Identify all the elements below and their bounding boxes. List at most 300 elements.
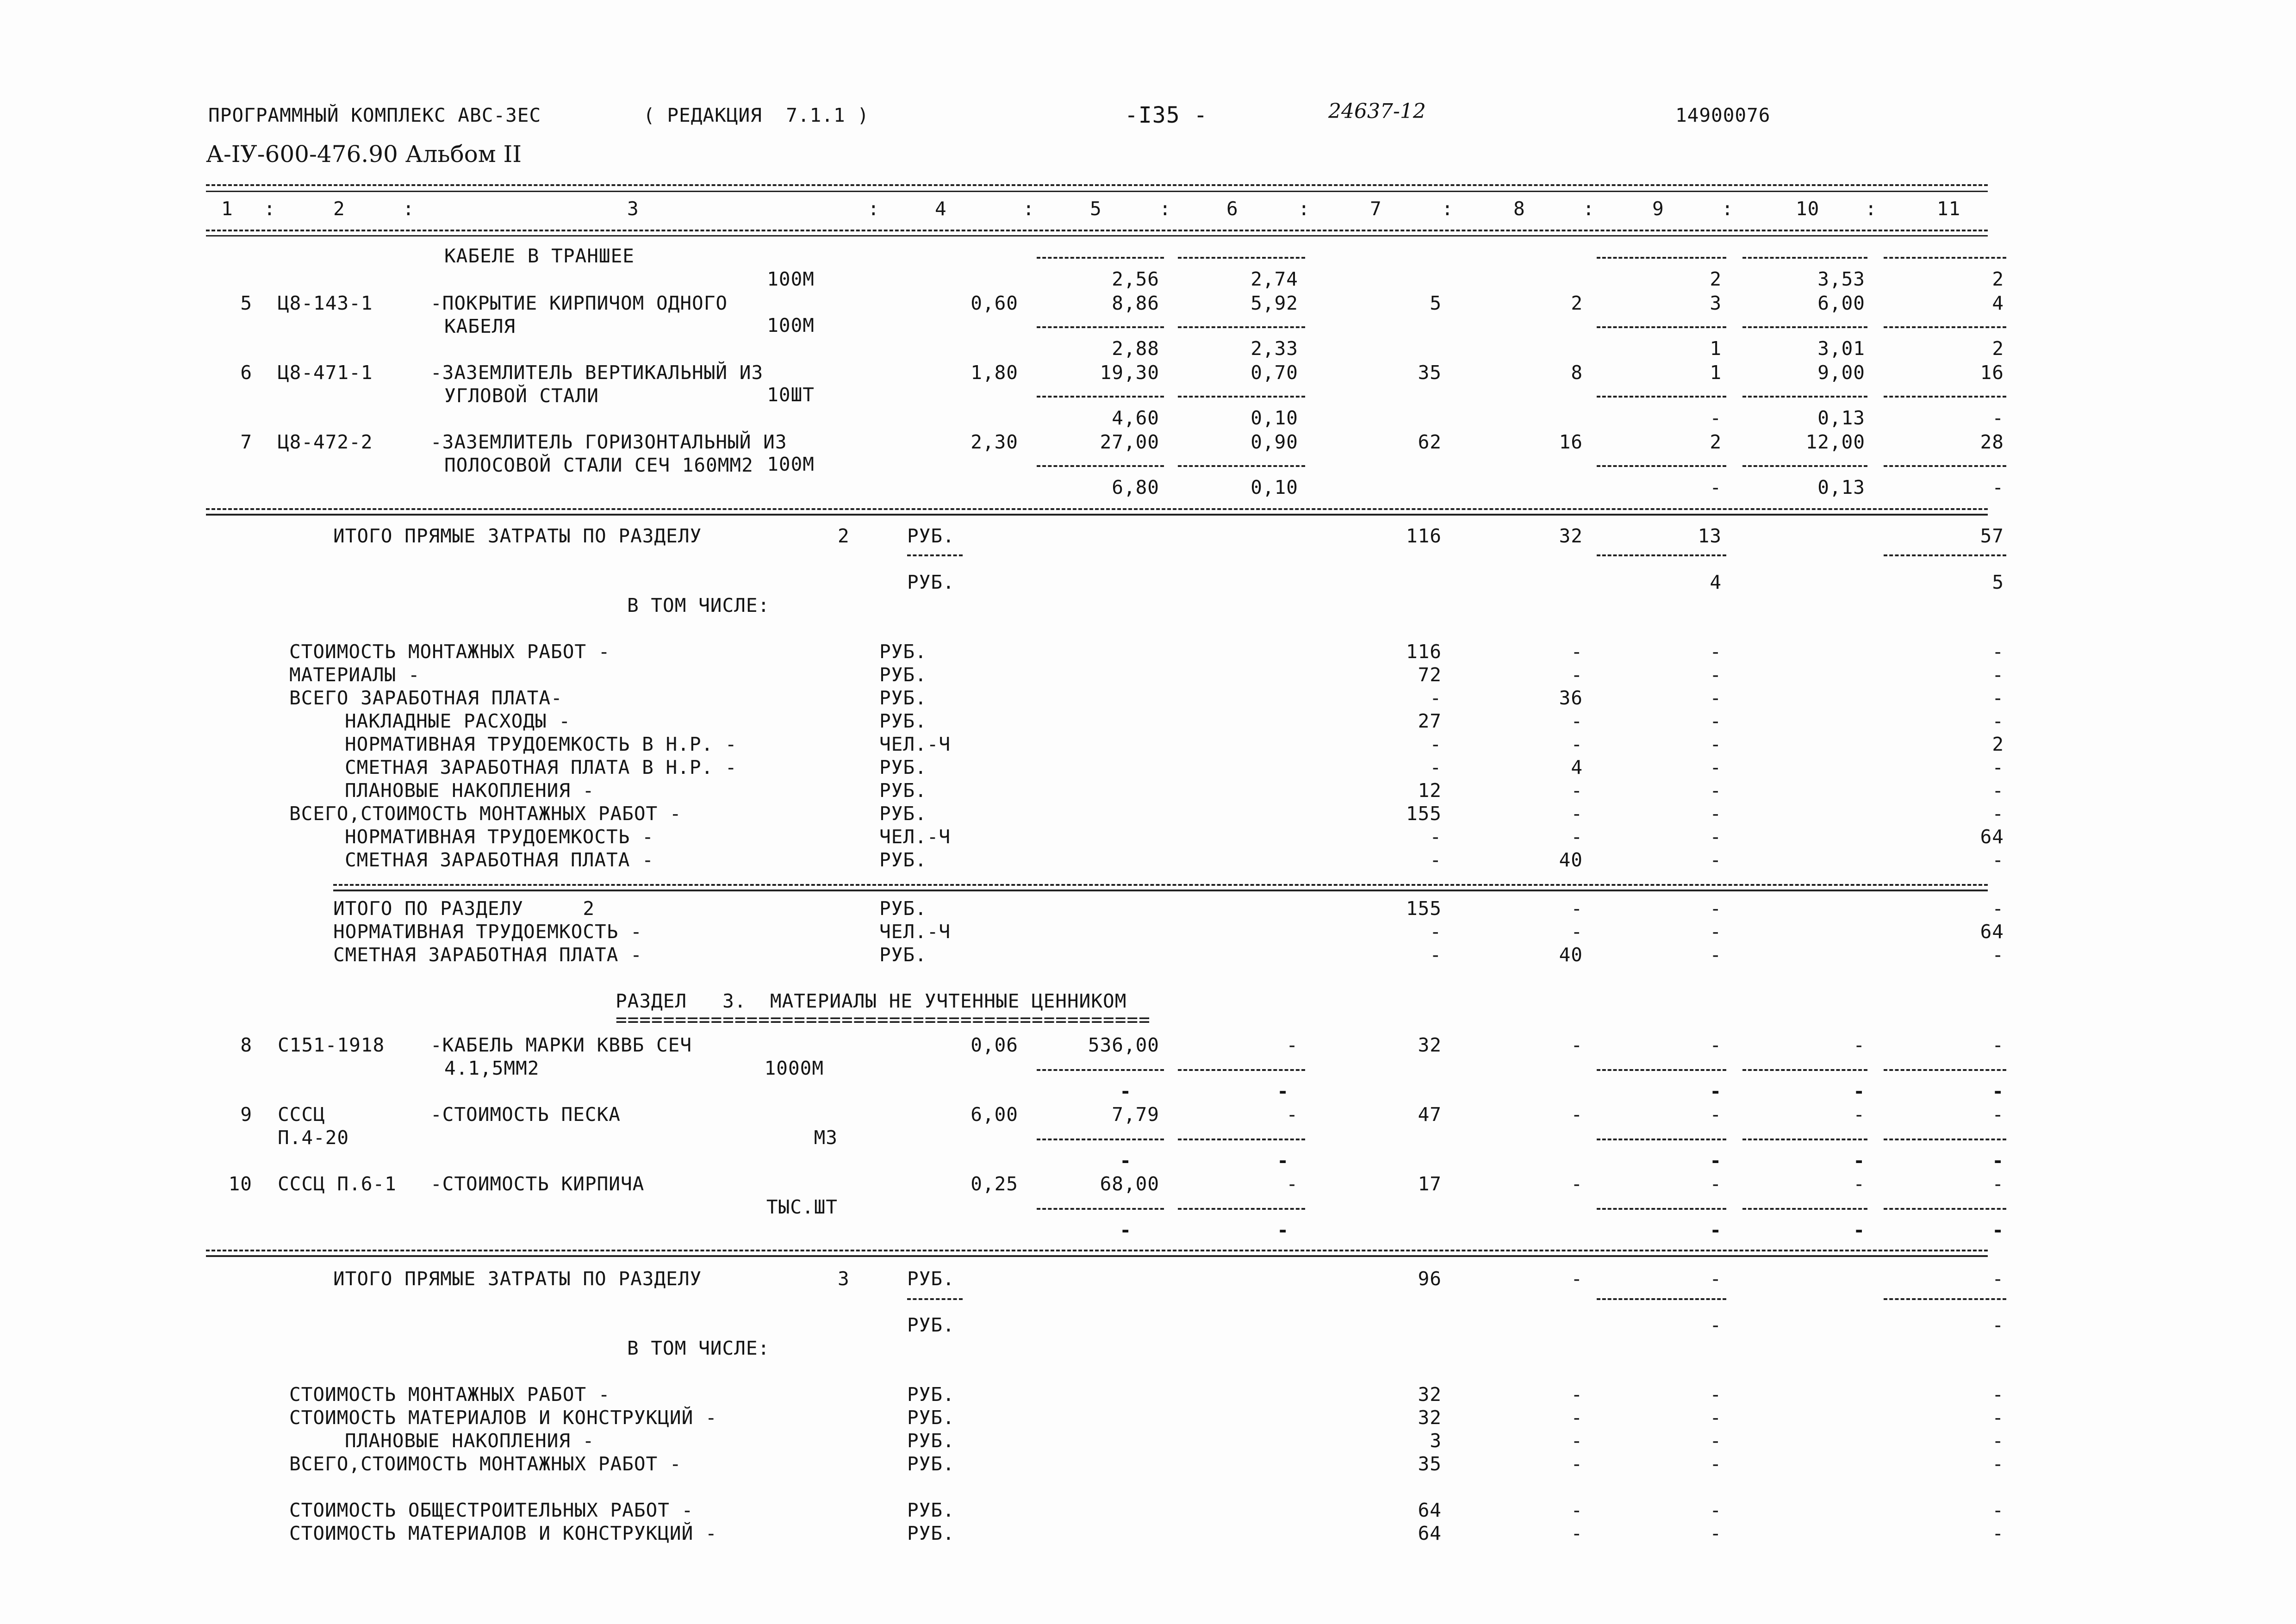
cell: 2 [1992, 337, 2004, 360]
cell: - [1992, 944, 2004, 966]
unit-label: РУБ. [907, 1314, 955, 1336]
row-name-cont: КАБЕЛЕ В ТРАНШЕЕ [444, 245, 635, 267]
row-code: Ц8-472-2 [278, 431, 373, 453]
document-code: 14900076 [1675, 104, 1771, 126]
total-section-number: 2 [838, 525, 850, 547]
column-header: : [403, 198, 415, 220]
cell: 32 [1418, 1383, 1442, 1406]
cell: - [1710, 1453, 1722, 1475]
cell: 8,86 [1112, 292, 1159, 314]
cell: - [1571, 710, 1583, 732]
row-name: -ЗАЗЕМЛИТЕЛЬ ВЕРТИКАЛЬНЫЙ ИЗ [430, 361, 764, 384]
cell: - [1992, 687, 2004, 709]
cell: - [1992, 407, 2004, 429]
cell: - [1710, 407, 1722, 429]
rule [1742, 1139, 1867, 1140]
cell: - [1992, 710, 2004, 732]
unit-label: РУБ. [879, 756, 927, 778]
cell: - [1710, 476, 1722, 498]
cell: 5,92 [1251, 292, 1298, 314]
row-unit: 100М [767, 268, 815, 290]
column-header: 8 [1513, 198, 1525, 220]
rule [1597, 1069, 1726, 1071]
row-name-cont: КАБЕЛЯ [444, 315, 516, 337]
cell: - [1710, 1268, 1722, 1290]
rule [1597, 554, 1726, 556]
cell: 4 [1571, 756, 1583, 778]
column-header: : [1023, 198, 1035, 220]
row-name: -СТОИМОСТЬ КИРПИЧА [430, 1173, 645, 1195]
cell: 8 [1571, 361, 1583, 384]
cell: - [1992, 1314, 2004, 1336]
rule [1597, 257, 1726, 259]
cell: 0,13 [1817, 476, 1865, 498]
rule [907, 1298, 963, 1300]
cell: - [1992, 1499, 2004, 1521]
section-title-underline: ============================================= [616, 1008, 1151, 1031]
cell: - [1710, 779, 1722, 802]
cell: 536,00 [1088, 1034, 1159, 1056]
cell: 32 [1418, 1406, 1442, 1429]
cell: - [1992, 1173, 2004, 1195]
cell: 47 [1418, 1103, 1442, 1126]
summary-label: ПЛАНОВЫЕ НАКОПЛЕНИЯ - [345, 779, 595, 802]
empty-cell-dash: - [1710, 1080, 1722, 1102]
summary-label: СТОИМОСТЬ МАТЕРИАЛОВ И КОНСТРУКЦИЙ - [289, 1522, 717, 1544]
rule [1884, 1298, 2006, 1300]
rule [1884, 257, 2006, 259]
cell: - [1710, 1314, 1722, 1336]
cell: - [1853, 1034, 1865, 1056]
including-label: В ТОМ ЧИСЛЕ: [627, 1337, 770, 1359]
cell: - [1571, 1268, 1583, 1290]
cell: 2 [1992, 268, 2004, 290]
row-name-cont: ПОЛОСОВОЙ СТАЛИ СЕЧ 160ММ2 [444, 454, 753, 476]
cell: - [1571, 897, 1583, 920]
cell: 27 [1418, 710, 1442, 732]
rule [1884, 1069, 2006, 1071]
cell: 64 [1980, 826, 2004, 848]
column-header: : [1159, 198, 1171, 220]
rule [206, 1255, 1988, 1257]
cell: 2 [1992, 733, 2004, 755]
summary-label: СТОИМОСТЬ МАТЕРИАЛОВ И КОНСТРУКЦИЙ - [289, 1406, 717, 1429]
row-name: -КАБЕЛЬ МАРКИ КВВБ СЕЧ [430, 1034, 692, 1056]
cell: - [1710, 710, 1722, 732]
rule [1742, 257, 1867, 259]
cell: - [1710, 1499, 1722, 1521]
rule [206, 191, 1988, 192]
row-number: 8 [240, 1034, 252, 1056]
rule [1742, 465, 1867, 467]
summary-label: ВСЕГО,СТОИМОСТЬ МОНТАЖНЫХ РАБОТ - [289, 1453, 682, 1475]
program-title: ПРОГРАММНЫЙ КОМПЛЕКС АВС-3ЕС [208, 104, 541, 126]
cell: 3,53 [1817, 268, 1865, 290]
cell: - [1571, 664, 1583, 686]
cell: - [1710, 897, 1722, 920]
including-label: В ТОМ ЧИСЛЕ: [627, 594, 770, 616]
cell: 68,00 [1100, 1173, 1159, 1195]
cell: 116 [1406, 641, 1442, 663]
cell: 12,00 [1805, 431, 1865, 453]
summary-label: СМЕТНАЯ ЗАРАБОТНАЯ ПЛАТА В Н.Р. - [345, 756, 737, 778]
rule [1178, 257, 1305, 259]
cell: - [1571, 1383, 1583, 1406]
cell: 2,88 [1112, 337, 1159, 360]
cell: - [1430, 687, 1442, 709]
unit-label: РУБ. [907, 1453, 955, 1475]
row-unit: М3 [814, 1126, 838, 1149]
unit-label: РУБ. [879, 710, 927, 732]
cell: - [1992, 756, 2004, 778]
cell: 6,00 [971, 1103, 1018, 1126]
cell: - [1992, 897, 2004, 920]
rule [206, 1250, 1988, 1251]
summary-label: СТОИМОСТЬ ОБЩЕСТРОИТЕЛЬНЫХ РАБОТ - [289, 1499, 694, 1521]
cell: 0,60 [971, 292, 1018, 314]
cell: - [1571, 1173, 1583, 1195]
column-header: 10 [1796, 198, 1820, 220]
rule [1597, 326, 1726, 328]
unit-label: РУБ. [907, 1383, 955, 1406]
cell: - [1710, 921, 1722, 943]
rule [1037, 1208, 1164, 1210]
cell: 2,33 [1251, 337, 1298, 360]
cell: 16 [1559, 431, 1583, 453]
row-number: 9 [240, 1103, 252, 1126]
cell: 0,06 [971, 1034, 1018, 1056]
summary-label: ПЛАНОВЫЕ НАКОПЛЕНИЯ - [345, 1430, 595, 1452]
cell: 6,80 [1112, 476, 1159, 498]
cell: 6,00 [1817, 292, 1865, 314]
cell: - [1286, 1103, 1298, 1126]
cell: 1 [1710, 337, 1722, 360]
empty-cell-dash: - [1992, 1219, 2004, 1241]
cell: - [1430, 921, 1442, 943]
row-name: -ПОКРЫТИЕ КИРПИЧОМ ОДНОГО [430, 292, 728, 314]
cell: 17 [1418, 1173, 1442, 1195]
cell: - [1992, 1034, 2004, 1056]
cell: - [1853, 1173, 1865, 1195]
rule [1597, 1298, 1726, 1300]
row-code-cont: П.4-20 [278, 1126, 349, 1149]
summary-label: НОРМАТИВНАЯ ТРУДОЕМКОСТЬ - [345, 826, 654, 848]
cell: - [1710, 849, 1722, 871]
cell: 155 [1406, 897, 1442, 920]
cell: 0,25 [971, 1173, 1018, 1195]
column-header: 4 [935, 198, 947, 220]
cell: 57 [1980, 525, 2004, 547]
rule [1884, 1208, 2006, 1210]
cell: - [1992, 1430, 2004, 1452]
cell: 0,13 [1817, 407, 1865, 429]
cell: 35 [1418, 1453, 1442, 1475]
cell: - [1710, 664, 1722, 686]
rule [206, 184, 1988, 186]
cell: 36 [1559, 687, 1583, 709]
cell: - [1571, 1430, 1583, 1452]
row-unit: 10ШТ [767, 384, 815, 406]
column-header: : [1298, 198, 1310, 220]
cell: - [1710, 826, 1722, 848]
cell: - [1571, 803, 1583, 825]
cell: 72 [1418, 664, 1442, 686]
cell: 1,80 [971, 361, 1018, 384]
empty-cell-dash: - [1710, 1219, 1722, 1241]
cell: 40 [1559, 944, 1583, 966]
unit-label: РУБ. [879, 849, 927, 871]
cell: - [1571, 1034, 1583, 1056]
column-header: 6 [1226, 198, 1238, 220]
cell: 32 [1559, 525, 1583, 547]
unit-label: РУБ. [907, 1406, 955, 1429]
edition-label: ( РЕДАКЦИЯ 7.1.1 ) [643, 104, 869, 126]
section-total-label: ИТОГО ПО РАЗДЕЛУ 2 [333, 897, 595, 920]
cell: 2 [1710, 268, 1722, 290]
unit-label: РУБ. [879, 897, 927, 920]
cell: - [1710, 1103, 1722, 1126]
column-header: 11 [1937, 198, 1961, 220]
cell: 2 [1571, 292, 1583, 314]
rule [1037, 396, 1164, 398]
cell: 5 [1430, 292, 1442, 314]
row-number: 10 [228, 1173, 252, 1195]
cell: - [1430, 733, 1442, 755]
cell: 0,90 [1251, 431, 1298, 453]
unit-label: РУБ. [907, 1499, 955, 1521]
cell: - [1710, 687, 1722, 709]
rule [1742, 396, 1867, 398]
empty-cell-dash: - [1120, 1080, 1132, 1102]
unit-label: РУБ. [879, 641, 927, 663]
summary-label: МАТЕРИАЛЫ - [289, 664, 420, 686]
cell: - [1710, 1430, 1722, 1452]
row-unit: ТЫС.ШТ [766, 1196, 838, 1218]
cell: 19,30 [1100, 361, 1159, 384]
cell: - [1571, 641, 1583, 663]
cell: 0,70 [1251, 361, 1298, 384]
rule [1178, 1139, 1305, 1140]
rule [1742, 1069, 1867, 1071]
cell: - [1710, 641, 1722, 663]
cell: 4 [1992, 292, 2004, 314]
rule [206, 230, 1988, 231]
rule [1037, 1069, 1164, 1071]
rule [1037, 1139, 1164, 1140]
empty-cell-dash: - [1853, 1150, 1865, 1172]
rule [907, 554, 963, 556]
rule [1178, 326, 1305, 328]
cell: 32 [1418, 1034, 1442, 1056]
cell: 64 [1980, 921, 2004, 943]
rule [1597, 465, 1726, 467]
rule [206, 508, 1988, 510]
cell: 0,10 [1251, 476, 1298, 498]
cell: - [1710, 733, 1722, 755]
cell: 1 [1710, 361, 1722, 384]
handwritten-note: 24637-12 [1328, 100, 1426, 123]
cell: - [1992, 476, 2004, 498]
cell: - [1571, 1522, 1583, 1544]
cell: - [1571, 779, 1583, 802]
cell: - [1992, 664, 2004, 686]
empty-cell-dash: - [1853, 1080, 1865, 1102]
cell: - [1992, 1383, 2004, 1406]
cell: 4,60 [1112, 407, 1159, 429]
column-header: 7 [1370, 198, 1382, 220]
unit-label: РУБ. [907, 525, 955, 547]
empty-cell-dash: - [1992, 1150, 2004, 1172]
column-header: : [1442, 198, 1454, 220]
rule [1037, 326, 1164, 328]
row-unit: 1000М [764, 1057, 824, 1079]
empty-cell-dash: - [1120, 1219, 1132, 1241]
column-header: 5 [1090, 198, 1102, 220]
cell: - [1286, 1173, 1298, 1195]
cell: 0,10 [1251, 407, 1298, 429]
cell: 2,30 [971, 431, 1018, 453]
summary-label: СТОИМОСТЬ МОНТАЖНЫХ РАБОТ - [289, 641, 610, 663]
cell: 2,56 [1112, 268, 1159, 290]
unit-label: РУБ. [879, 944, 927, 966]
page-number: -I35 - [1125, 102, 1208, 128]
empty-cell-dash: - [1277, 1150, 1289, 1172]
rule [1597, 1208, 1726, 1210]
row-unit: 100М [767, 314, 815, 336]
column-header: 2 [333, 198, 345, 220]
cell: 62 [1418, 431, 1442, 453]
empty-cell-dash: - [1853, 1219, 1865, 1241]
rule [1597, 396, 1726, 398]
cell: - [1430, 849, 1442, 871]
rule [1597, 1139, 1726, 1140]
row-unit: 100М [767, 453, 815, 475]
cell: - [1571, 921, 1583, 943]
rule [1884, 554, 2006, 556]
cell: - [1710, 1406, 1722, 1429]
cell: - [1992, 1522, 2004, 1544]
cell: - [1571, 733, 1583, 755]
cell: 2,74 [1251, 268, 1298, 290]
row-number: 6 [240, 361, 252, 384]
cell: 12 [1418, 779, 1442, 802]
cell: - [1430, 944, 1442, 966]
rule [1037, 465, 1164, 467]
column-header: 3 [627, 198, 639, 220]
column-header: : [1865, 198, 1877, 220]
cell: 13 [1698, 525, 1722, 547]
cell: 3,01 [1817, 337, 1865, 360]
cell: 2 [1710, 431, 1722, 453]
cell: - [1710, 1034, 1722, 1056]
cell: 64 [1418, 1522, 1442, 1544]
column-header: : [868, 198, 880, 220]
cell: 40 [1559, 849, 1583, 871]
unit-label: РУБ. [907, 1522, 955, 1544]
cell: 155 [1406, 803, 1442, 825]
cell: 28 [1980, 431, 2004, 453]
row-name: -ЗАЗЕМЛИТЕЛЬ ГОРИЗОНТАЛЬНЫЙ ИЗ [430, 431, 787, 453]
rule [206, 235, 1988, 236]
cell: - [1992, 849, 2004, 871]
unit-label: РУБ. [879, 803, 927, 825]
row-number: 5 [240, 292, 252, 314]
rule [1884, 465, 2006, 467]
rule [1178, 1208, 1305, 1210]
row-code: СССЦ П.6-1 [278, 1173, 397, 1195]
empty-cell-dash: - [1710, 1150, 1722, 1172]
unit-label: РУБ. [907, 571, 955, 593]
section-total-label: СМЕТНАЯ ЗАРАБОТНАЯ ПЛАТА - [333, 944, 642, 966]
cell: - [1710, 756, 1722, 778]
cell: - [1571, 1406, 1583, 1429]
rule [1037, 257, 1164, 259]
unit-label: РУБ. [907, 1430, 955, 1452]
column-header: : [1722, 198, 1734, 220]
empty-cell-dash: - [1277, 1080, 1289, 1102]
summary-label: НАКЛАДНЫЕ РАСХОДЫ - [345, 710, 571, 732]
row-name-cont: 4.1,5ММ2 [444, 1057, 540, 1079]
total-label: ИТОГО ПРЯМЫЕ ЗАТРАТЫ ПО РАЗДЕЛУ [333, 1268, 702, 1290]
unit-label: РУБ. [879, 687, 927, 709]
summary-label: ВСЕГО ЗАРАБОТНАЯ ПЛАТА- [289, 687, 563, 709]
rule [333, 884, 1988, 886]
empty-cell-dash: - [1277, 1219, 1289, 1241]
row-name: -СТОИМОСТЬ ПЕСКА [430, 1103, 621, 1126]
cell: 9,00 [1817, 361, 1865, 384]
cell: 64 [1418, 1499, 1442, 1521]
unit-label: ЧЕЛ.-Ч [879, 826, 951, 848]
cell: - [1430, 756, 1442, 778]
row-number: 7 [240, 431, 252, 453]
row-code: Ц8-143-1 [278, 292, 373, 314]
cell: - [1710, 1383, 1722, 1406]
rule [333, 890, 1988, 891]
summary-label: СТОИМОСТЬ МОНТАЖНЫХ РАБОТ - [289, 1383, 610, 1406]
unit-label: РУБ. [879, 779, 927, 802]
unit-label: РУБ. [879, 664, 927, 686]
cell: 3 [1710, 292, 1722, 314]
summary-label: СМЕТНАЯ ЗАРАБОТНАЯ ПЛАТА - [345, 849, 654, 871]
column-header: 9 [1652, 198, 1664, 220]
rule [206, 514, 1988, 516]
cell: - [1430, 826, 1442, 848]
rule [1178, 465, 1305, 467]
cell: - [1853, 1103, 1865, 1126]
cell: - [1571, 1103, 1583, 1126]
rule [1884, 1139, 2006, 1140]
cell: - [1571, 1499, 1583, 1521]
unit-label: ЧЕЛ.-Ч [879, 921, 951, 943]
cell: 16 [1980, 361, 2004, 384]
cell: - [1286, 1034, 1298, 1056]
column-header: 1 [221, 198, 233, 220]
section-total-label: НОРМАТИВНАЯ ТРУДОЕМКОСТЬ - [333, 921, 642, 943]
cell: - [1571, 1453, 1583, 1475]
cell: - [1571, 826, 1583, 848]
cell: - [1710, 1522, 1722, 1544]
summary-label: НОРМАТИВНАЯ ТРУДОЕМКОСТЬ В Н.Р. - [345, 733, 737, 755]
cell: 27,00 [1100, 431, 1159, 453]
rule [1742, 1208, 1867, 1210]
empty-cell-dash: - [1992, 1080, 2004, 1102]
section-title: РАЗДЕЛ 3. МАТЕРИАЛЫ НЕ УЧТЕННЫЕ ЦЕННИКОМ [616, 990, 1127, 1012]
column-header: : [1583, 198, 1595, 220]
cell: - [1992, 1268, 2004, 1290]
album-title: А-IУ-600-476.90 Альбом II [206, 141, 522, 168]
cell: - [1992, 1103, 2004, 1126]
cell: - [1992, 1453, 2004, 1475]
